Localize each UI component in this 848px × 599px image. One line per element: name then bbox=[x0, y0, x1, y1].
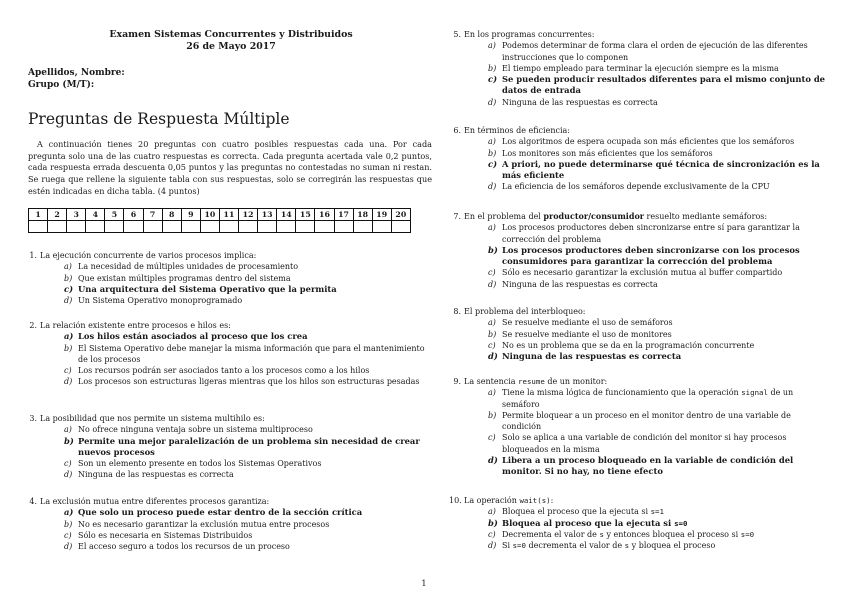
question-stem-bold: productor/consumidor bbox=[543, 211, 644, 221]
question-number: 6. bbox=[453, 126, 461, 135]
option-b-correct: b) Bloquea al proceso que la ejecuta si s=0 bbox=[488, 517, 688, 528]
answer-header-cell: 12 bbox=[239, 209, 258, 221]
question-1 bbox=[29, 250, 436, 306]
answer-cell bbox=[391, 221, 410, 233]
answer-cell bbox=[29, 221, 48, 233]
answer-header-cell: 9 bbox=[181, 209, 200, 221]
question-stem: La relación existente entre procesos e hilos es: bbox=[40, 321, 231, 330]
code-wait: wait(s) bbox=[519, 496, 551, 505]
question-stem: El problema del interbloqueo: bbox=[464, 307, 586, 316]
question-6 bbox=[453, 125, 826, 193]
question-7 bbox=[453, 211, 826, 290]
option-a: a) Bloquea el proceso que la ejecuta si s=1 bbox=[488, 507, 664, 517]
question-5 bbox=[453, 29, 826, 108]
option-c: c) Son un elemento presente en todos los Sistemas Operativos bbox=[64, 459, 322, 469]
exam-date: 26 de Mayo 2017 bbox=[186, 41, 276, 52]
student-fields bbox=[28, 67, 125, 91]
answer-header-cell: 8 bbox=[162, 209, 181, 221]
answer-header-cell: 3 bbox=[67, 209, 86, 221]
answer-header-cell: 1 bbox=[29, 209, 48, 221]
answer-cell bbox=[258, 221, 277, 233]
answer-header-cell: 15 bbox=[296, 209, 315, 221]
question-number: 5. bbox=[453, 30, 461, 39]
option-d: d) El acceso seguro a todos los recursos de un proceso bbox=[64, 542, 290, 552]
option-b: b) No es necesario garantizar la exclusión mutua entre procesos bbox=[64, 519, 330, 529]
option-d: d) Ninguna de las respuestas es correcta bbox=[488, 279, 658, 289]
question-3 bbox=[29, 413, 436, 481]
page-number: 1 bbox=[421, 579, 427, 589]
option-c-correct: c) Una arquitectura del Sistema Operativo que la permita bbox=[64, 283, 337, 294]
answer-header-cell: 11 bbox=[219, 209, 238, 221]
option-b: b) Que existan múltiples programas dentro del sistema bbox=[64, 273, 291, 283]
option-a-correct: a) Los hilos están asociados al proceso que los crea bbox=[64, 331, 308, 342]
section-title: Preguntas de Respuesta Múltiple bbox=[28, 110, 290, 128]
option-b: b) El tiempo empleado para terminar la ejecución siempre es la misma bbox=[488, 63, 779, 73]
answer-cell bbox=[143, 221, 162, 233]
answer-cell bbox=[124, 221, 143, 233]
question-9: 9. La sentencia resume de un monitor: a) Tiene la misma lógica de funcionamiento que la operación signal de un semáforo b) Permite bloquear a un proceso en el monitor dentro de una variable de condición c) Solo se aplica a una variable de condición del monitor si hay procesos bloqueados en la misma d) Libera a un proceso bloqueado en la variable de condición del monitor. Si no hay, no tiene efecto bbox=[456, 376, 826, 478]
exam-title: Examen Sistemas Concurrentes y Distribuidos bbox=[109, 29, 353, 40]
question-stem: La exclusión mutua entre diferentes procesos garantiza: bbox=[40, 497, 270, 506]
answer-cell bbox=[181, 221, 200, 233]
option-b: b) Permite bloquear a un proceso en el monitor dentro de una variable de condición bbox=[488, 410, 791, 432]
answer-cell bbox=[67, 221, 86, 233]
answer-header-cell: 10 bbox=[200, 209, 219, 221]
group-field-label: Grupo (M/T): bbox=[28, 80, 95, 90]
answer-cell bbox=[353, 221, 372, 233]
answer-table bbox=[28, 208, 411, 233]
option-c: c) Sólo es necesario garantizar la exclusión mutua al buffer compartido bbox=[488, 268, 783, 278]
answer-header-cell: 18 bbox=[353, 209, 372, 221]
name-field-label: Apellidos, Nombre: bbox=[28, 68, 125, 78]
option-a: a) Tiene la misma lógica de funcionamiento que la operación signal de un semáforo bbox=[488, 388, 794, 409]
answer-cell bbox=[105, 221, 124, 233]
question-2 bbox=[29, 320, 436, 388]
option-d: d) Los procesos son estructuras ligeras mientras que los hilos son estructuras pesadas bbox=[64, 377, 420, 387]
question-stem-post: resuelto mediante semáforos: bbox=[644, 212, 768, 221]
answer-cell bbox=[48, 221, 67, 233]
question-stem: La ejecución concurrente de varios procesos implica: bbox=[40, 251, 257, 260]
option-b: b) Los monitores son más eficientes que los semáforos bbox=[488, 148, 713, 158]
option-c: c) Los recursos podrán ser asociados tanto a los procesos como a los hilos bbox=[64, 366, 370, 376]
option-a: a) La necesidad de múltiples unidades de procesamiento bbox=[64, 262, 299, 272]
question-stem-pre: En el problema del bbox=[464, 212, 544, 221]
option-a: a) Los procesos productores deben sincronizarse entre sí para garantizar la corrección del problema bbox=[488, 223, 800, 244]
answer-cell bbox=[200, 221, 219, 233]
answer-cell bbox=[334, 221, 353, 233]
option-b-correct: b) Los procesos productores deben sincronizarse con los procesos consumidores para garantizar la corrección del problema bbox=[488, 244, 800, 267]
answer-header-cell: 4 bbox=[86, 209, 105, 221]
option-c: c) Sólo es necesaria en Sistemas Distribuidos bbox=[64, 530, 253, 540]
option-c: c) Decrementa el valor de s y entonces bloquea el proceso si s=0 bbox=[488, 529, 755, 539]
answer-header-cell: 13 bbox=[258, 209, 277, 221]
answer-header-cell: 17 bbox=[334, 209, 353, 221]
answer-cell bbox=[162, 221, 181, 233]
question-stem: En términos de eficiencia: bbox=[464, 126, 570, 135]
option-a: a) Se resuelve mediante el uso de semáforos bbox=[488, 318, 673, 328]
question-stem: La posibilidad que nos permite un sistema multihilo es: bbox=[40, 414, 265, 423]
answer-header-cell: 14 bbox=[277, 209, 296, 221]
question-number: 8. bbox=[453, 307, 461, 316]
intro-paragraph: A continuación tienes 20 preguntas con cuatro posibles respuestas cada una. Por cada pregunta solo una de las cuatro respuestas es correcta. Cada pregunta acertada vale 0,2 puntos, cada respuesta errada descuenta 0,05 puntos y las preguntas no contestadas no suman ni restan. Se ruega que rellene la siguiente tabla con sus respuestas, solo se corregirán las respuestas que estén indicadas en dicha tabla. (4 puntos) bbox=[28, 139, 432, 196]
option-b: b) Se resuelve mediante el uso de monitores bbox=[488, 329, 672, 339]
answer-header-cell: 19 bbox=[372, 209, 391, 221]
option-d-correct: d) Libera a un proceso bloqueado en la variable de condición del monitor. Si no hay, no tiene efecto bbox=[488, 455, 794, 477]
option-d-correct: d) Ninguna de las respuestas es correcta bbox=[488, 351, 682, 362]
answer-header-cell: 2 bbox=[48, 209, 67, 221]
option-c: c) No es un problema que se da en la programación concurrente bbox=[488, 340, 755, 350]
answer-cell bbox=[315, 221, 334, 233]
answer-cell bbox=[277, 221, 296, 233]
code-resume: resume bbox=[518, 377, 545, 386]
answer-cell bbox=[86, 221, 105, 233]
option-d: d) La eficiencia de los semáforos depende exclusivamente de la CPU bbox=[488, 182, 770, 192]
answer-header-cell: 20 bbox=[391, 209, 410, 221]
option-d: d) Un Sistema Operativo monoprogramado bbox=[64, 296, 243, 306]
question-10: 10. La operación wait(s): a) Bloquea el proceso que la ejecuta si s=1 b) Bloquea al proceso que la ejecuta si s=0 c) Decrementa el valor de s y entonces bloquea el proceso si s=0 d) Si s=0 decrementa el valor de s y bloquea el proceso bbox=[456, 495, 826, 551]
code-signal: signal bbox=[741, 388, 768, 398]
option-b-correct: b) Permite una mejor paralelización de un problema sin necesidad de crear nuevos procesos bbox=[64, 435, 420, 457]
option-a: a) Podemos determinar de forma clara el orden de ejecución de las diferentes instrucciones que lo componen bbox=[488, 41, 808, 62]
option-b: b) El Sistema Operativo debe manejar la misma información que para el mantenimiento de los procesos bbox=[64, 343, 425, 364]
option-c: c) Solo se aplica a una variable de condición del monitor si hay procesos bloqueados en la misma bbox=[488, 433, 787, 454]
question-4 bbox=[29, 496, 436, 552]
question-number: 2. bbox=[29, 321, 37, 330]
answer-header-cell: 6 bbox=[124, 209, 143, 221]
option-d: d) Ninguna de las respuestas es correcta bbox=[64, 470, 234, 480]
answer-cell bbox=[219, 221, 238, 233]
answer-header-cell: 16 bbox=[315, 209, 334, 221]
answer-cell bbox=[239, 221, 258, 233]
question-8 bbox=[453, 306, 826, 362]
answer-cell bbox=[296, 221, 315, 233]
question-number: 4. bbox=[29, 497, 37, 506]
answer-header-cell: 7 bbox=[143, 209, 162, 221]
option-d: d) Ninguna de las respuestas es correcta bbox=[488, 97, 658, 107]
answer-cell bbox=[372, 221, 391, 233]
question-stem: En los programas concurrentes: bbox=[464, 30, 595, 39]
answer-header-cell: 5 bbox=[105, 209, 124, 221]
question-number: 3. bbox=[29, 414, 37, 423]
option-a: a) Los algoritmos de espera ocupada son más eficientes que los semáforos bbox=[488, 137, 795, 147]
option-c-correct: c) A priori, no puede determinarse qué técnica de sincronización es la más eficiente bbox=[488, 158, 820, 181]
option-c-correct: c) Se pueden producir resultados diferentes para el mismo conjunto de datos de entrada bbox=[488, 74, 826, 96]
exam-header bbox=[24, 29, 438, 53]
option-a-correct: a) Que solo un proceso puede estar dentro de la sección crítica bbox=[64, 507, 363, 518]
question-number: 7. bbox=[453, 212, 461, 221]
question-number: 1. bbox=[29, 251, 37, 260]
option-a: a) No ofrece ninguna ventaja sobre un sistema multiproceso bbox=[64, 425, 313, 435]
question-number: 10. bbox=[449, 496, 462, 505]
question-number: 9. bbox=[453, 377, 461, 386]
option-d: d) Si s=0 decrementa el valor de s y bloquea el proceso bbox=[488, 541, 716, 551]
